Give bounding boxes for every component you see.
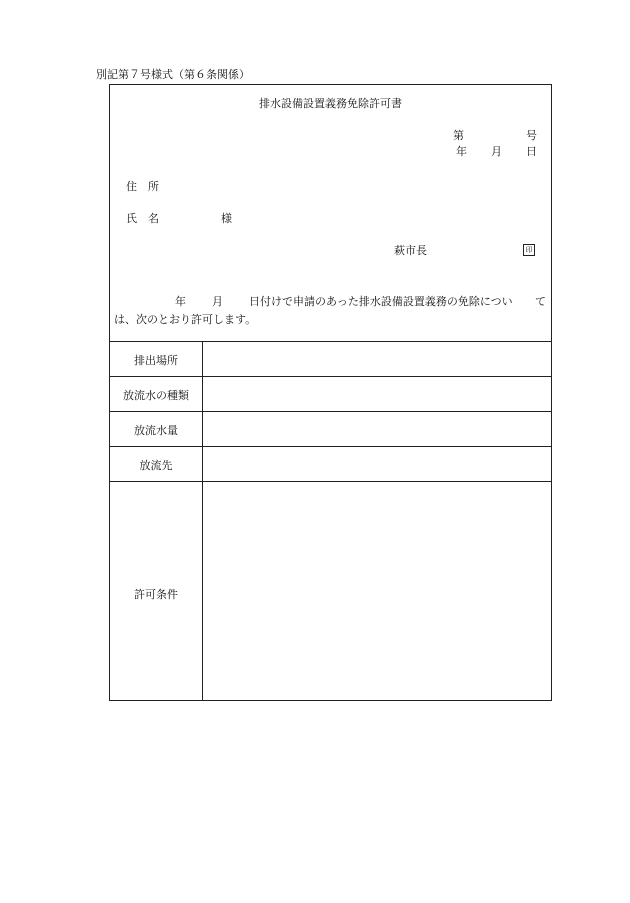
row-label-discharge-location: 排出場所 (134, 354, 178, 367)
number-prefix: 第 (453, 129, 464, 142)
body-year: 年 (175, 295, 186, 308)
date-year: 年 (456, 145, 467, 158)
name-label: 氏 名 (126, 212, 159, 225)
date-day: 日 (526, 145, 537, 158)
body-text-line2: は、次のとおり許可します。 (114, 313, 257, 326)
row-label-permit-conditions: 許可条件 (134, 588, 178, 601)
row-label-effluent-volume: 放流水量 (134, 424, 178, 437)
row-divider (110, 411, 551, 412)
document-title: 排水設備設置義務免除許可書 (259, 97, 402, 110)
body-text-line1: 日付けで申請のあった排水設備設置義務の免除につい (249, 295, 513, 308)
row-label-effluent-type: 放流水の種類 (123, 389, 189, 402)
date-month: 月 (491, 145, 502, 158)
seal-mark (523, 242, 535, 256)
permit-form (109, 84, 552, 701)
row-divider (110, 376, 551, 377)
row-label-discharge-destination: 放流先 (139, 459, 173, 472)
row-divider (110, 446, 551, 447)
honorific: 様 (221, 212, 232, 225)
body-text-line1-end: て (535, 295, 546, 308)
column-divider (202, 341, 203, 700)
issuer: 萩市長 (394, 244, 427, 257)
number-suffix: 号 (526, 129, 537, 142)
seal-icon: 印 (523, 244, 535, 256)
address-label: 住 所 (126, 180, 159, 193)
table-top-border (110, 341, 551, 342)
body-month: 月 (212, 295, 223, 308)
row-divider (110, 481, 551, 482)
form-label: 別記第７号様式（第６条関係） (96, 68, 250, 81)
